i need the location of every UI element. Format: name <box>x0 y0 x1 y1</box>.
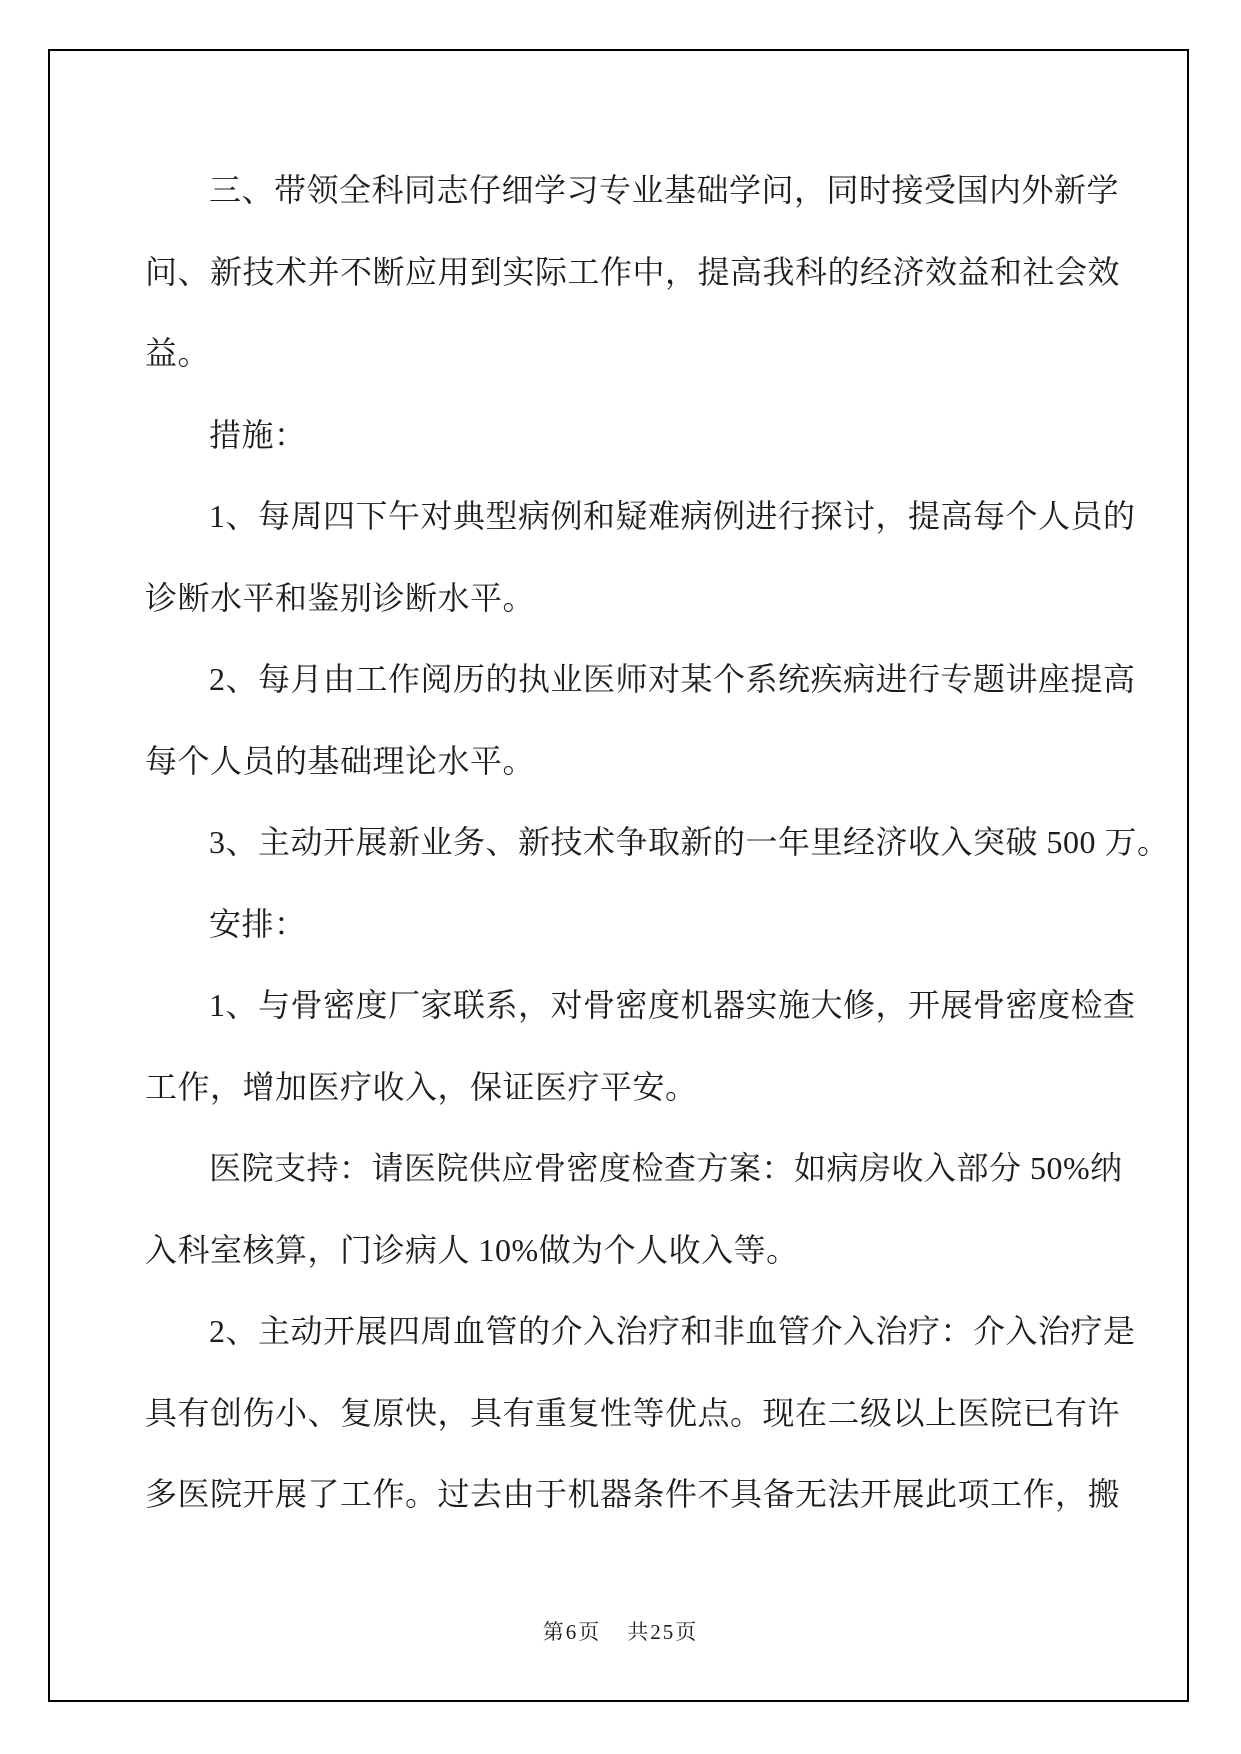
footer-page-total: 共25页 <box>627 1620 699 1644</box>
text-line: 三、带领全科同志仔细学习专业基础学问，同时接受国内外新学 <box>209 172 1120 208</box>
text-line: 益。 <box>145 335 211 371</box>
page-footer <box>0 1616 1241 1646</box>
text-line: 3、主动开展新业务、新技术争取新的一年里经济收入突破 500 万。 <box>209 824 1170 860</box>
paragraph <box>145 476 1136 639</box>
text-line: 安排： <box>209 905 307 942</box>
paragraph <box>145 802 1170 884</box>
text-line: 入科室核算，门诊病人 10%做为个人收入等。 <box>145 1231 799 1268</box>
text-line: 1、每周四下午对典型病例和疑难病例进行探讨，提高每个人员的 <box>209 498 1136 534</box>
document-body <box>145 150 1170 1536</box>
text-line: 具有创伤小、复原快，具有重复性等优点。现在二级以上医院已有许 <box>145 1394 1121 1431</box>
text-line: 每个人员的基础理论水平。 <box>145 742 536 779</box>
paragraph <box>145 395 1025 477</box>
text-line: 工作，增加医疗收入，保证医疗平安。 <box>145 1068 698 1105</box>
paragraph <box>145 884 1025 966</box>
footer-page-number: 第6页 <box>542 1620 602 1644</box>
paragraph <box>145 1128 1123 1291</box>
text-line: 多医院开展了工作。过去由于机器条件不具备无法开展此项工作，搬 <box>145 1476 1121 1512</box>
text-line: 措施： <box>209 416 307 453</box>
text-line: 2、每月由工作阅历的执业医师对某个系统疾病进行专题讲座提高 <box>209 661 1136 697</box>
paragraph <box>145 1291 1136 1536</box>
text-line: 2、主动开展四周血管的介入治疗和非血管介入治疗：介入治疗是 <box>209 1313 1136 1349</box>
text-line: 诊断水平和鉴别诊断水平。 <box>145 579 536 616</box>
paragraph <box>145 639 1136 802</box>
paragraph <box>145 965 1136 1128</box>
text-line: 1、与骨密度厂家联系，对骨密度机器实施大修，开展骨密度检查 <box>209 987 1136 1023</box>
text-line: 问、新技术并不断应用到实际工作中，提高我科的经济效益和社会效 <box>145 253 1121 290</box>
paragraph <box>145 150 1121 395</box>
text-line: 医院支持：请医院供应骨密度检查方案：如病房收入部分 50%纳 <box>209 1150 1123 1186</box>
